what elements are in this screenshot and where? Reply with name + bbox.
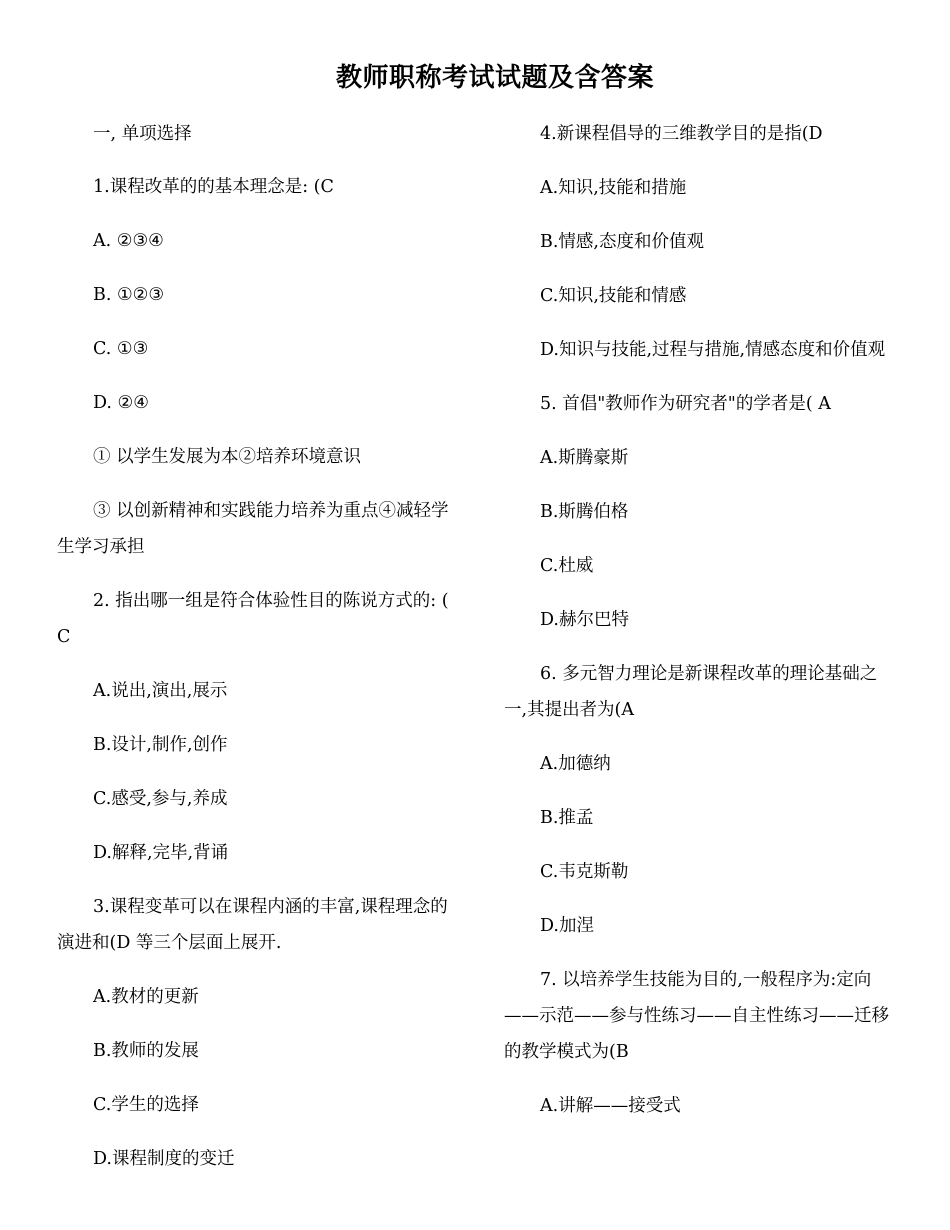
- option-3d: D.课程制度的变迁: [93, 1149, 235, 1169]
- option-3b: B.教师的发展: [93, 1041, 199, 1061]
- option-5c: C.杜威: [540, 556, 594, 576]
- option-3c: C.学生的选择: [93, 1095, 199, 1115]
- option-5b: B.斯腾伯格: [540, 502, 629, 522]
- question-2: 2. 指出哪一组是符合体验性目的陈说方式的: ( C: [57, 591, 449, 647]
- option-6c: C.韦克斯勒: [540, 862, 629, 882]
- option-2b: B.设计,制作,创作: [93, 735, 228, 755]
- option-4d: D.知识与技能,过程与措施,情感态度和价值观: [540, 340, 886, 360]
- option-6a: A.加德纳: [540, 754, 611, 774]
- option-4b: B.情感,态度和价值观: [540, 232, 704, 252]
- statement-1-2: ① 以学生发展为本②培养环境意识: [93, 447, 362, 467]
- left-column: [57, 116, 457, 1177]
- right-column: [504, 116, 896, 1124]
- question-1: 1.课程改革的的基本理念是: (C: [93, 177, 334, 197]
- statement-3-4: ③ 以创新精神和实践能力培养为重点④减轻学生学习承担: [57, 501, 449, 557]
- option-3a: A.教材的更新: [93, 987, 199, 1007]
- option-5d: D.赫尔巴特: [540, 610, 629, 630]
- option-4a: A.知识,技能和措施: [540, 178, 687, 198]
- option-1d: D. ②④: [93, 393, 149, 413]
- option-5a: A.斯腾豪斯: [540, 448, 629, 468]
- option-6b: B.推孟: [540, 808, 594, 828]
- question-6: 6. 多元智力理论是新课程改革的理论基础之一,其提出者为(A: [504, 664, 878, 720]
- option-1a: A. ②③④: [93, 231, 164, 251]
- question-3: 3.课程变革可以在课程内涵的丰富,课程理念的演进和(D 等三个层面上展开.: [57, 897, 448, 953]
- question-7: 7. 以培养学生技能为目的,一般程序为:定向——示范——参与性练习——自主性练习——迁移的教学模式为(B: [504, 970, 889, 1062]
- option-4c: C.知识,技能和情感: [540, 286, 687, 306]
- option-1b: B. ①②③: [93, 285, 165, 305]
- option-7a: A.讲解——接受式: [540, 1096, 681, 1116]
- option-2a: A.说出,演出,展示: [93, 681, 228, 701]
- section-heading: 一, 单项选择: [93, 124, 192, 144]
- option-2d: D.解释,完毕,背诵: [93, 843, 229, 863]
- option-6d: D.加涅: [540, 916, 594, 936]
- question-4: 4.新课程倡导的三维教学目的是指(D: [540, 124, 823, 144]
- document-title: 教师职称考试试题及含答案: [335, 63, 654, 93]
- question-5: 5. 首倡"教师作为研究者"的学者是( A: [540, 394, 831, 414]
- option-2c: C.感受,参与,养成: [93, 789, 228, 809]
- option-1c: C. ①③: [93, 339, 149, 359]
